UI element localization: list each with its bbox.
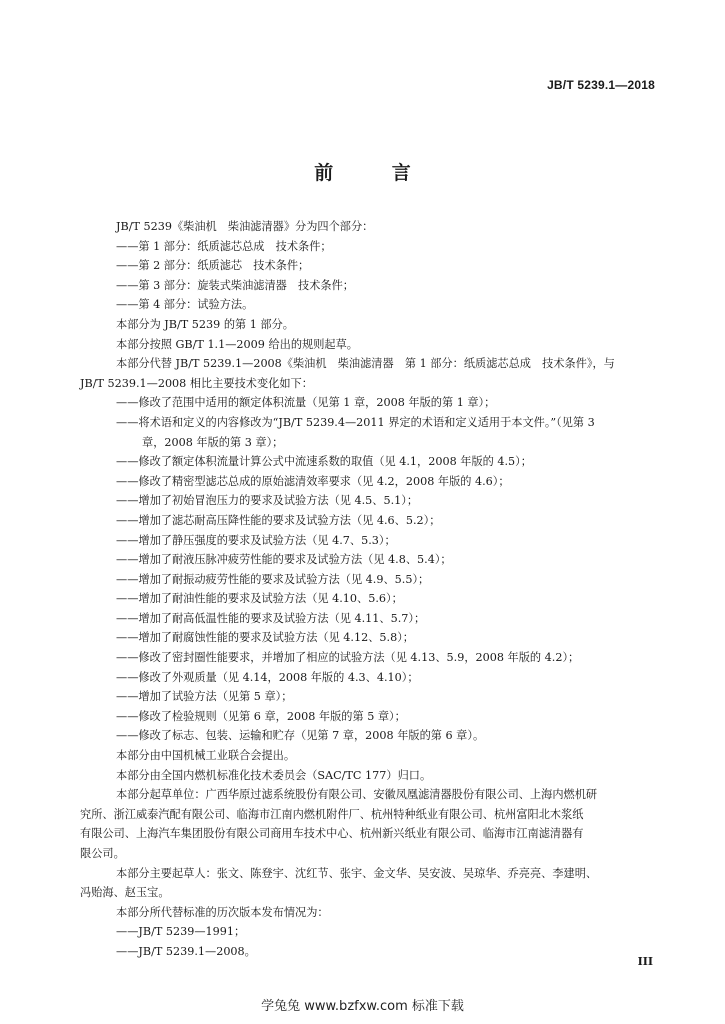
change-list-item: ——修改了范围中适用的额定体积流量（见第 1 章，2008 年版的第 1 章）；: [116, 396, 496, 410]
standard-code: JB/T 5239.1—2018: [547, 78, 655, 92]
change-list-item: ——增加了耐液压脉冲疲劳性能的要求及试验方法（见 4.8、5.4）；: [116, 553, 452, 567]
watermark-footer: 学兔兔 www.bzfxw.com 标准下载: [261, 999, 464, 1014]
change-list-item: ——修改了外观质量（见 4.14，2008 年版的 4.3、4.10）；: [116, 670, 419, 684]
change-list-item: ——修改了检验规则（见第 6 章，2008 年版的第 5 章）；: [116, 709, 406, 723]
paragraph-line: 本部分由全国内燃机标准化技术委员会（SAC/TC 177）归口。: [116, 768, 432, 782]
paragraph-line: 本部分按照 GB/T 1.1—2009 给出的规则起草。: [116, 337, 358, 351]
change-list-item: ——增加了耐腐蚀性能的要求及试验方法（见 4.12、5.8）；: [116, 631, 414, 645]
change-list-item: ——将术语和定义的内容修改为“JB/T 5239.4—2011 界定的术语和定义适用于本文件。”（见第 3: [116, 415, 595, 429]
history-list-item: ——JB/T 5239—1991；: [116, 925, 246, 939]
change-list-item: ——增加了耐油性能的要求及试验方法（见 4.10、5.6）；: [116, 592, 403, 606]
change-list-item: ——修改了标志、包装、运输和贮存（见第 7 章，2008 年版的第 6 章）。: [116, 729, 485, 743]
change-list-item: ——增加了耐高低温性能的要求及试验方法（见 4.11、5.7）；: [116, 611, 426, 625]
paragraph-line: 本部分代替 JB/T 5239.1—2008《柴油机 柴油滤清器 第 1 部分：纸质滤芯总成 技术条件》，与: [116, 357, 615, 371]
paragraph-line: 限公司。: [80, 847, 125, 860]
paragraph-line: 本部分所代替标准的历次版本发布情况为：: [116, 905, 329, 919]
paragraph-line: 有限公司、上海汽车集团股份有限公司商用车技术中心、杭州新兴纸业有限公司、临海市江南滤清器有: [80, 827, 584, 841]
change-list-item: ——增加了滤芯耐高压降性能的要求及试验方法（见 4.6、5.2）；: [116, 513, 441, 527]
paragraph-line: JB/T 5239.1—2008 相比主要技术变化如下：: [80, 376, 313, 390]
paragraph-line: 本部分主要起草人：张文、陈登宇、沈红节、张宇、金文华、吴安波、吴琼华、乔亮亮、李建明、: [116, 866, 598, 880]
change-list-item: ——修改了额定体积流量计算公式中流速系数的取值（见 4.1，2008 年版的 4.5）；: [116, 455, 532, 469]
paragraph-line: 本部分为 JB/T 5239 的第 1 部分。: [116, 317, 294, 331]
page-title: 前 言: [314, 162, 437, 184]
paragraph-line: 本部分起草单位：广西华原过滤系统股份有限公司、安徽凤凰滤清器股份有限公司、上海内燃机研: [116, 788, 598, 802]
change-list-item: ——增加了耐振动疲劳性能的要求及试验方法（见 4.9、5.5）；: [116, 572, 430, 586]
change-list-item: ——增加了初始冒泡压力的要求及试验方法（见 4.5、5.1）；: [116, 494, 419, 508]
part-list-item: ——第 1 部分：纸质滤芯总成 技术条件；: [116, 239, 332, 253]
change-list-item-continuation: 章，2008 年版的第 3 章）；: [142, 435, 284, 449]
change-list-item: ——修改了精密型滤芯总成的原始滤清效率要求（见 4.2，2008 年版的 4.6）；: [116, 474, 510, 488]
page-number: III: [637, 955, 653, 968]
part-list-item: ——第 3 部分：旋装式柴油滤清器 技术条件；: [116, 278, 354, 292]
change-list-item: ——增加了静压强度的要求及试验方法（见 4.7、5.3）；: [116, 533, 396, 547]
intro-line: JB/T 5239《柴油机 柴油滤清器》分为四个部分：: [116, 220, 374, 233]
part-list-item: ——第 2 部分：纸质滤芯 技术条件；: [116, 259, 310, 273]
paragraph-line: 本部分由中国机械工业联合会提出。: [116, 749, 296, 763]
paragraph-line: 究所、浙江威泰汽配有限公司、临海市江南内燃机附件厂、杭州特种纸业有限公司、杭州富阳北木浆纸: [80, 807, 584, 821]
foreword-body: [80, 217, 661, 962]
paragraph-line: 冯贻海、赵玉宝。: [80, 886, 170, 900]
change-list-item: ——增加了试验方法（见第 5 章）；: [116, 690, 293, 704]
part-list-item: ——第 4 部分：试验方法。: [116, 298, 254, 312]
change-list-item: ——修改了密封圈性能要求，并增加了相应的试验方法（见 4.13、5.9，2008 年版的 4.2）；: [116, 651, 580, 665]
history-list-item: ——JB/T 5239.1—2008。: [116, 944, 256, 958]
